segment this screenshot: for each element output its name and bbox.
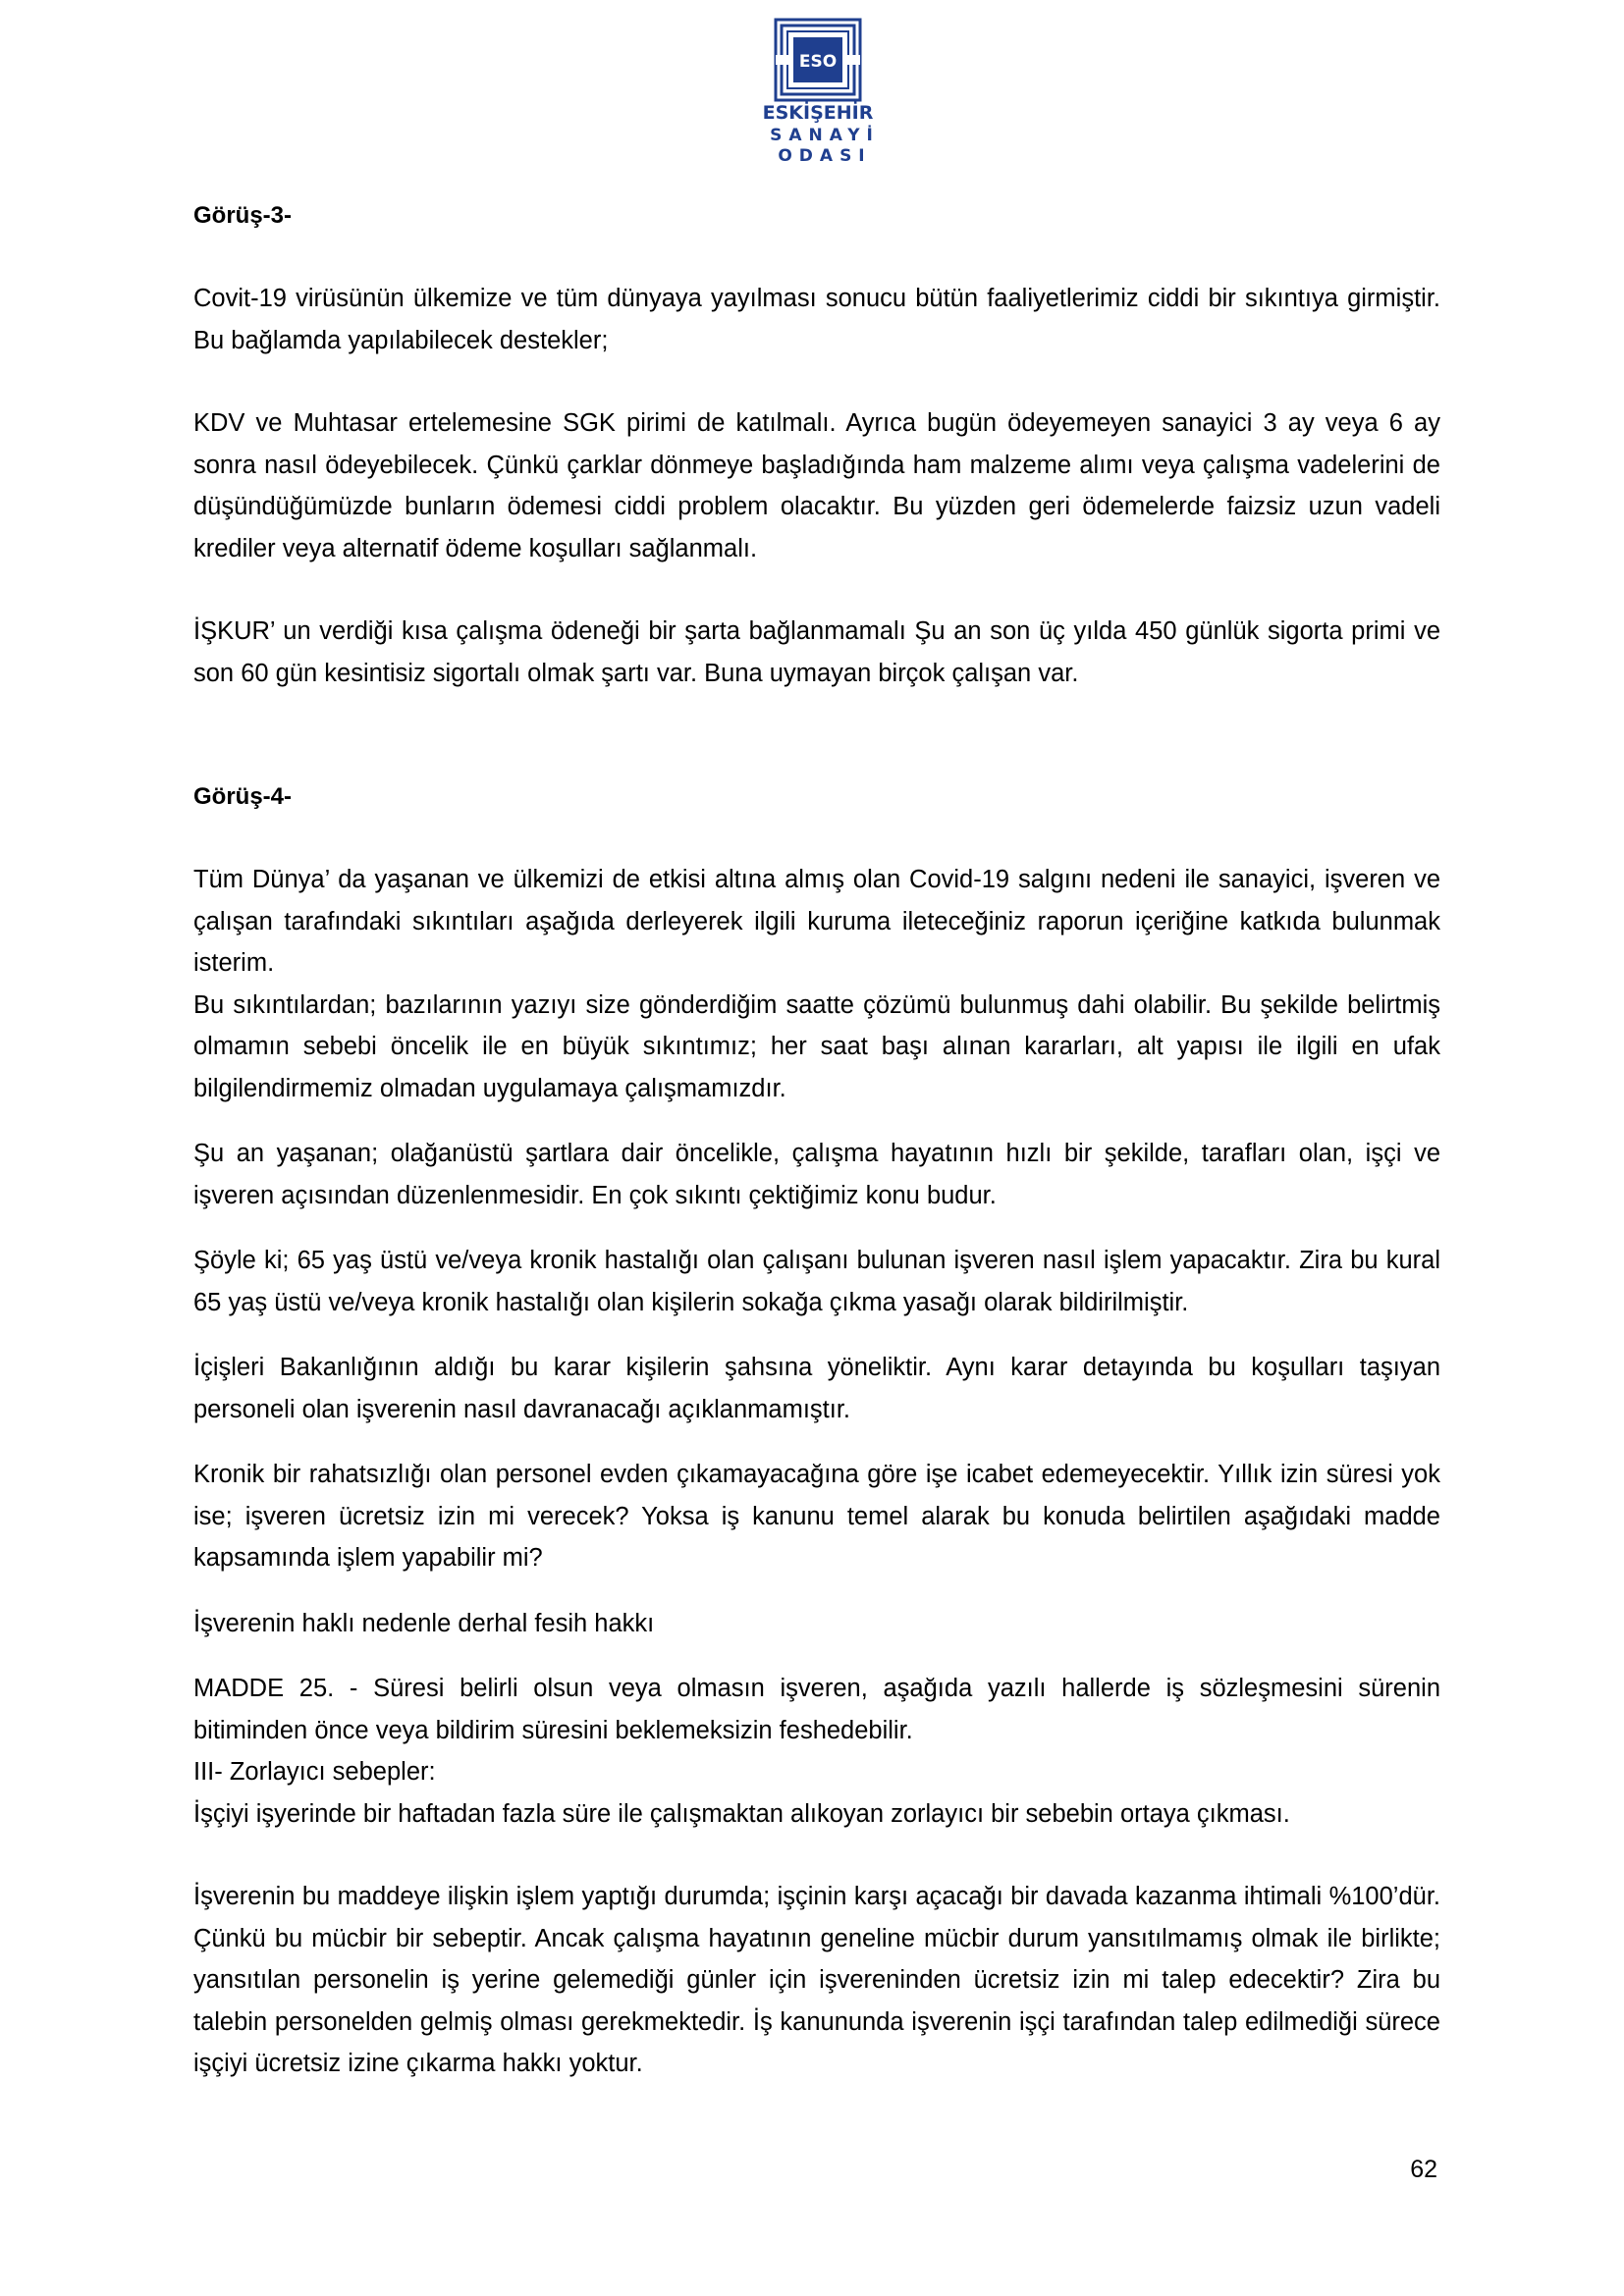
logo-line-sanayi: SANAYİ [770,126,880,145]
eso-logo-emblem [774,18,862,102]
gorus4-paragraph: Şu an yaşanan; olağanüstü şartlara dair öncelikle, çalışma hayatının hızlı bir şekilde, tarafları olan, işçi ve işveren açısından düzenlenmesidir. En çok sıkıntı çektiğimiz konu budur. [193,1140,1440,1209]
gorus4-paragraph: Kronik bir rahatsızlığı olan personel evden çıkamayacağına göre işe icabet edemeyecektir. Yıllık izin süresi yok ise; işveren ücretsiz izin mi verecek? Yoksa iş kanunu temel alarak bu konuda belirtilen aşağıdaki madde kapsamında işlem yapabilir mi? [193,1461,1440,1572]
gorus3-heading: Görüş-3- [193,202,293,229]
eso-logo [762,18,880,167]
logo-line-odasi: ODASI [778,146,872,166]
gorus4-paragraph: İşverenin haklı nedenle derhal fesih hakkı [193,1609,655,1637]
page-number: 62 [1410,2156,1437,2183]
gorus3-paragraph: İŞKUR’ un verdiği kısa çalışma ödeneği bir şarta bağlanmamalı Şu an son üç yılda 450 günlük sigorta primi ve son 60 gün kesintisiz sigortalı olmak şartı var. Buna uymayan birçok çalışan var. [193,617,1440,687]
gorus3-paragraph: Covit-19 virüsünün ülkemize ve tüm dünyaya yayılması sonucu bütün faaliyetlerimiz ciddi bir sıkıntıya girmiştir. Bu bağlamda yapılabilecek destekler; [193,285,1440,354]
law-subsection: III- Zorlayıcı sebepler: [193,1758,436,1786]
gorus4-paragraph: Tüm Dünya’ da yaşanan ve ülkemizi de etkisi altına almış olan Covid-19 salgını nedeni ile sanayici, işveren ve çalışan tarafındaki sıkıntıları aşağıda derleyerek ilgili kuruma ileteceğiniz raporun içeriğine katkıda bulunmak isterim. [193,866,1440,977]
logo-line-eskisehir: ESKİŞEHİR [762,102,874,124]
gorus3-paragraph: KDV ve Muhtasar ertelemesine SGK pirimi de katılmalı. Ayrıca bugün ödeyemeyen sanayici 3 ay veya 6 ay sonra nasıl ödeyebilecek. Çünkü çarklar dönmeye başladığında ham malzeme alımı veya çalışma vadelerini de düşündüğümüzde bunların ödemesi ciddi problem olacaktır. Bu yüzden geri ödemelerde faizsiz uzun vadeli krediler veya alternatif ödeme koşulları sağlanmalı. [193,409,1440,562]
document-body [193,195,1440,2085]
gorus4-heading: Görüş-4- [193,783,293,810]
logo-badge-text: ESO [798,52,838,72]
law-clause: İşçiyi işyerinde bir haftadan fazla süre ile çalışmaktan alıkoyan zorlayıcı bir sebebin ortaya çıkması. [193,1799,1290,1828]
gorus4-paragraph: Bu sıkıntılardan; bazılarının yazıyı size gönderdiğim saatte çözümü bulunmuş dahi olabilir. Bu şekilde belirtmiş olmamın sebebi öncelik ile en büyük sıkıntımız; her saat başı alınan kararları, alt yapısı ile ilgili en ufak bilgilendirmemiz olmadan uygulamaya çalışmamızdır. [193,990,1440,1102]
gorus4-paragraph: Şöyle ki; 65 yaş üstü ve/veya kronik hastalığı olan çalışanı bulunan işveren nasıl işlem yapacaktır. Zira bu kural 65 yaş üstü ve/veya kronik hastalığı olan kişilerin sokağa çıkma yasağı olarak bildirilmiştir. [193,1247,1440,1316]
gorus4-paragraph: İşverenin bu maddeye ilişkin işlem yaptığı durumda; işçinin karşı açacağı bir davada kazanma ihtimali %100’dür. Çünkü bu mücbir bir sebeptir. Ancak çalışma hayatının geneline mücbir durum yansıtılmamış olmak ile birlikte; yansıtılan personelin iş yerine gelemediği günler için işvereninden ücretsiz izin mi talep edecektir? Zira bu talebin personelden gelmiş olması gerekmektedir. İş kanununda işverenin işçi tarafından talep edilmediği sürece işçiyi ücretsiz izine çıkarma hakkı yoktur. [193,1883,1440,2077]
law-article: MADDE 25. - Süresi belirli olsun veya olmasın işveren, aşağıda yazılı hallerde iş sözleşmesini sürenin bitiminden önce veya bildirim süresini beklemeksizin feshedebilir. [193,1675,1440,1744]
gorus4-paragraph: İçişleri Bakanlığının aldığı bu karar kişilerin şahsına yöneliktir. Aynı karar detayında bu koşulları taşıyan personeli olan işverenin nasıl davranacağı açıklanmamıştır. [193,1354,1440,1423]
